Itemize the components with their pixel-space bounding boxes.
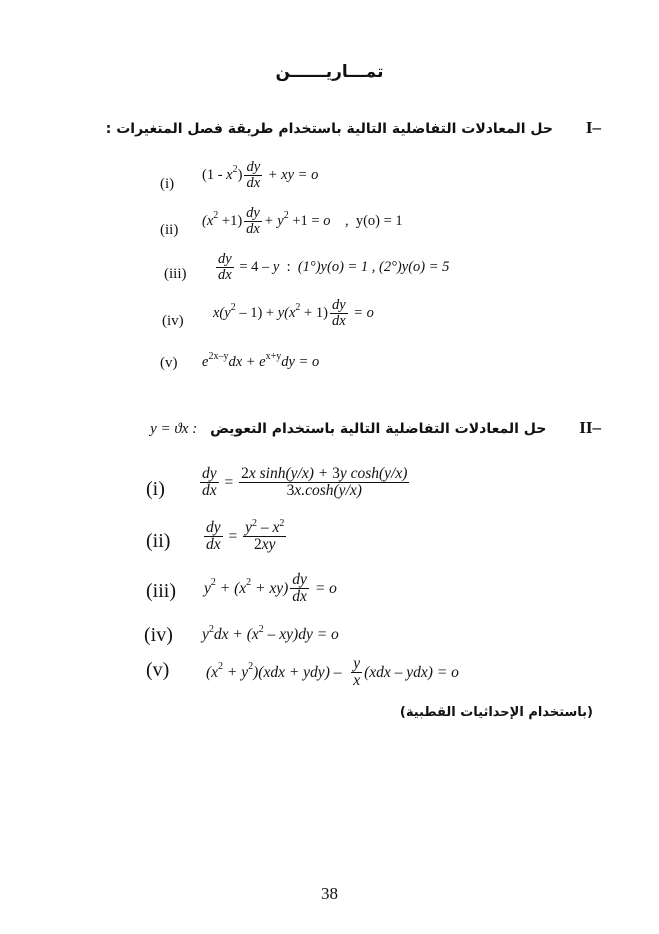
s2-item-4-label: (iv) [144, 624, 173, 646]
section-2-text: حل المعادلات التفاضلية التالية باستخدام التعويض [210, 421, 547, 437]
s1-item-2-label: (ii) [160, 222, 179, 238]
s2-item-2-equation: $\frac{dy}{dx}$ = $\frac{y^2 - x^2}{2xy}$ [206, 518, 285, 554]
polar-coordinates-note: (باستخدام الإحداثيات القطبية) [399, 705, 593, 720]
s2-item-5-label: (v) [146, 659, 170, 681]
section-2-roman: –II [579, 418, 601, 437]
s1-item-1-equation: (1 - x 2 ) $\frac{dy}{dx}$ + xy = o [202, 159, 319, 192]
s1-item-4-label: (iv) [162, 313, 184, 329]
s2-item-1-label: (i) [146, 478, 165, 500]
s1-item-2-condition: y(o) = 1 [355, 213, 403, 230]
page-number: 38 [321, 884, 338, 903]
s2-item-5-equation: (x 2 + y 2 )(xdx + ydy) – $\frac{y}{x}$ (xdx – ydx) = o [206, 655, 459, 690]
s2-item-3-label: (iii) [146, 580, 176, 602]
s2-item-3-equation: y 2 + (x 2 + xy) $\frac{dy}{dx}$ = o [204, 571, 337, 606]
s1-item-3-label: (iii) [164, 266, 187, 282]
s1-item-1-label: (i) [160, 176, 175, 192]
s1-item-5-label: (v) [160, 355, 178, 371]
s1-item-3-equation: $\frac{dy}{dx}$ = 4 – y : (1°)y(o) = 1 , (2°)y(o) = 5 [218, 251, 450, 284]
section-2-heading [150, 418, 601, 438]
section-1-heading [106, 118, 601, 138]
s1-item-2-equation: (x 2 +1) $\frac{dy}{dx}$ + y 2 +1 = o , y(o) = 1 [202, 205, 403, 238]
s1-item-4-equation: x(y 2 – 1) + y(x 2 + 1) $\frac{dy}{dx}$ = o [213, 297, 374, 330]
s2-item-4-equation: y 2 dx + (x 2 – xy)dy = o [202, 623, 339, 643]
s2-item-1-equation: $\frac{dy}{dx}$ = $\frac{\text{2x sinh(y/x) + 3y cosh(y/x)}}{3x.\cosh(y/x)}$ [202, 465, 408, 500]
s1-item-5-equation: e 2x–y dx + e x+y dy = o [202, 351, 320, 370]
section-1-roman: –I [585, 118, 601, 137]
section-1-text: حل المعادلات التفاضلية التالية باستخدام طريقة فصل المتغيرات : [105, 121, 553, 137]
section-2-substitution: y = ϑx : [150, 421, 198, 437]
page-title: تمـــاريــــــن [275, 62, 384, 82]
s2-item-2-label: (ii) [146, 530, 171, 552]
s1-item-3-condition: (1°)y(o) = 1 , (2°)y(o) = 5 [297, 259, 450, 276]
